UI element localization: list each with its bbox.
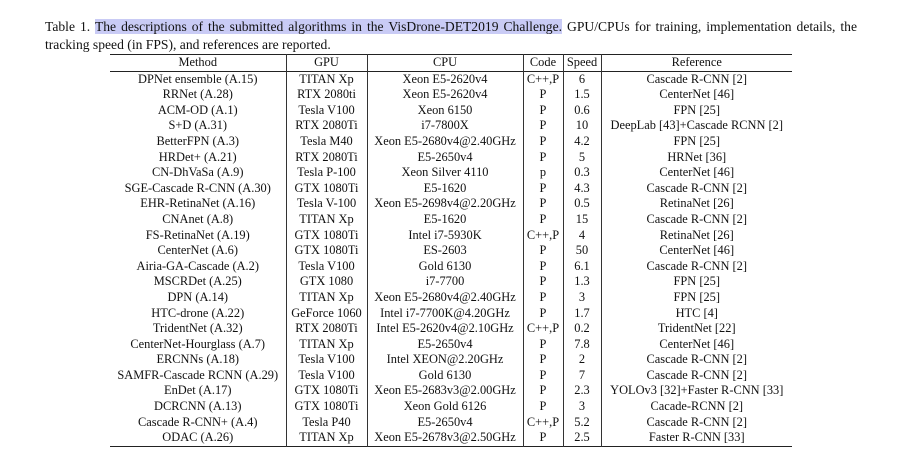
cell-cpu: Xeon E5-2680v4@2.40GHz (367, 134, 523, 150)
header-reference: Reference (601, 55, 792, 72)
cell-gpu: Tesla V100 (286, 352, 367, 368)
cell-method: CenterNet-Hourglass (A.7) (130, 336, 266, 351)
table-row (110, 415, 792, 431)
cell-method: FS-RetinaNet (A.19) (145, 227, 250, 242)
cell-method: CNAnet (A.8) (162, 211, 234, 226)
cell-speed: 50 (563, 243, 601, 259)
cell-gpu: Tesla P40 (286, 415, 367, 431)
cell-gpu: GTX 1080Ti (286, 399, 367, 415)
table-body (110, 71, 792, 446)
cell-code: P (523, 352, 563, 368)
cell-speed: 7.8 (563, 337, 601, 353)
cell-code: C++,P (523, 321, 563, 337)
caption-rest-text: GPU/CPUs for training, implementation details, the tracking speed (in FPS), and references are reported. (45, 19, 858, 52)
cell-speed: 1.7 (563, 306, 601, 322)
cell-code: P (523, 430, 563, 446)
cell-reference: Cascade R-CNN [2] (601, 259, 792, 275)
cell-cpu: E5-2650v4 (367, 337, 523, 353)
cell-method: RRNet (A.28) (162, 87, 233, 102)
algorithms-table (110, 54, 792, 447)
table-row (110, 430, 792, 446)
cell-gpu: Tesla V100 (286, 368, 367, 384)
cell-method: SGE-Cascade R-CNN (A.30) (124, 180, 271, 195)
cell-code: P (523, 150, 563, 166)
cell-reference: Cascade R-CNN [2] (601, 368, 792, 384)
cell-gpu: GTX 1080Ti (286, 383, 367, 399)
cell-cpu: E5-2650v4 (367, 415, 523, 431)
table-row (110, 118, 792, 134)
cell-method: HRDet+ (A.21) (158, 149, 237, 164)
cell-gpu: GTX 1080Ti (286, 228, 367, 244)
cell-gpu: RTX 2080Ti (286, 150, 367, 166)
cell-code: C++,P (523, 415, 563, 431)
cell-code: P (523, 196, 563, 212)
cell-gpu: TITAN Xp (286, 71, 367, 87)
cell-reference: Cascade R-CNN [2] (601, 352, 792, 368)
cell-speed: 2 (563, 352, 601, 368)
caption-highlighted-text[interactable]: The descriptions of the submitted algorithms in the VisDrone-DET2019 Challenge. (94, 19, 563, 34)
cell-code: P (523, 368, 563, 384)
cell-method: EnDet (A.17) (164, 383, 232, 398)
cell-reference: CenterNet [46] (601, 243, 792, 259)
table-row (110, 383, 792, 399)
cell-method: SAMFR-Cascade RCNN (A.29) (117, 367, 279, 382)
cell-reference: CenterNet [46] (601, 87, 792, 103)
cell-speed: 0.5 (563, 196, 601, 212)
table-row (110, 103, 792, 119)
caption-label: Table 1. (45, 19, 95, 34)
cell-code: P (523, 134, 563, 150)
cell-speed: 1.3 (563, 274, 601, 290)
cell-speed: 6.1 (563, 259, 601, 275)
cell-cpu: Xeon E5-2683v3@2.00GHz (367, 383, 523, 399)
cell-speed: 4.2 (563, 134, 601, 150)
cell-code: P (523, 87, 563, 103)
cell-speed: 3 (563, 290, 601, 306)
cell-method: MSCRDet (A.25) (153, 274, 242, 289)
table-row (110, 150, 792, 166)
cell-method: Cascade R-CNN+ (A.4) (137, 414, 258, 429)
table-row (110, 212, 792, 228)
header-method: Method (178, 55, 218, 69)
cell-code: P (523, 306, 563, 322)
cell-cpu: Intel E5-2620v4@2.10GHz (367, 321, 523, 337)
cell-reference: CenterNet [46] (601, 337, 792, 353)
header-speed: Speed (563, 55, 601, 72)
cell-cpu: Intel i7-7700K@4.20GHz (367, 306, 523, 322)
table-row (110, 321, 792, 337)
cell-method: ACM-OD (A.1) (157, 102, 238, 117)
cell-reference: RetinaNet [26] (601, 196, 792, 212)
cell-reference: Cascade R-CNN [2] (601, 415, 792, 431)
header-row (110, 55, 792, 72)
cell-gpu: RTX 2080Ti (286, 118, 367, 134)
header-code: Code (523, 55, 563, 72)
cell-reference: Cascade R-CNN [2] (601, 181, 792, 197)
cell-speed: 3 (563, 399, 601, 415)
cell-gpu: Tesla P-100 (286, 165, 367, 181)
cell-speed: 5 (563, 150, 601, 166)
cell-code: C++,P (523, 228, 563, 244)
cell-cpu: Xeon E5-2620v4 (367, 71, 523, 87)
cell-reference: FPN [25] (601, 134, 792, 150)
cell-speed: 4.3 (563, 181, 601, 197)
cell-reference: FPN [25] (601, 274, 792, 290)
cell-code: P (523, 212, 563, 228)
table-row (110, 243, 792, 259)
cell-cpu: ES-2603 (367, 243, 523, 259)
cell-method: ODAC (A.26) (162, 430, 234, 445)
cell-speed: 2.3 (563, 383, 601, 399)
cell-gpu: Tesla V100 (286, 103, 367, 119)
table-row (110, 71, 792, 87)
cell-gpu: TITAN Xp (286, 212, 367, 228)
cell-reference: HRNet [36] (601, 150, 792, 166)
cell-code: P (523, 243, 563, 259)
cell-reference: RetinaNet [26] (601, 228, 792, 244)
cell-code: P (523, 383, 563, 399)
cell-cpu: i7-7700 (367, 274, 523, 290)
cell-reference: Cacade-RCNN [2] (601, 399, 792, 415)
cell-code: C++,P (523, 71, 563, 87)
table-row (110, 399, 792, 415)
cell-cpu: Xeon E5-2620v4 (367, 87, 523, 103)
table-row (110, 259, 792, 275)
cell-gpu: GTX 1080Ti (286, 181, 367, 197)
cell-reference: TridentNet [22] (601, 321, 792, 337)
cell-cpu: Gold 6130 (367, 259, 523, 275)
cell-method: S+D (A.31) (168, 118, 228, 133)
cell-speed: 0.6 (563, 103, 601, 119)
cell-gpu: GTX 1080 (286, 274, 367, 290)
table-row (110, 165, 792, 181)
table-row (110, 228, 792, 244)
cell-gpu: TITAN Xp (286, 337, 367, 353)
cell-gpu: TITAN Xp (286, 290, 367, 306)
cell-cpu: Xeon E5-2678v3@2.50GHz (367, 430, 523, 446)
cell-method: BetterFPN (A.3) (156, 133, 240, 148)
cell-code: P (523, 290, 563, 306)
cell-cpu: E5-1620 (367, 181, 523, 197)
cell-cpu: i7-7800X (367, 118, 523, 134)
table-caption (45, 18, 857, 54)
table-row (110, 274, 792, 290)
cell-method: Airia-GA-Cascade (A.2) (136, 258, 259, 273)
cell-cpu: Xeon E5-2680v4@2.40GHz (367, 290, 523, 306)
cell-cpu: E5-1620 (367, 212, 523, 228)
cell-speed: 7 (563, 368, 601, 384)
cell-method: TridentNet (A.32) (152, 321, 243, 336)
cell-cpu: Intel XEON@2.20GHz (367, 352, 523, 368)
cell-cpu: Xeon 6150 (367, 103, 523, 119)
cell-reference: FPN [25] (601, 103, 792, 119)
algorithms-table-container (110, 54, 792, 447)
table-row (110, 87, 792, 103)
cell-method: DCRCNN (A.13) (154, 399, 242, 414)
cell-code: P (523, 399, 563, 415)
cell-speed: 10 (563, 118, 601, 134)
cell-method: ERCNNs (A.18) (156, 352, 240, 367)
cell-speed: 0.3 (563, 165, 601, 181)
cell-gpu: Tesla V100 (286, 259, 367, 275)
table-row (110, 134, 792, 150)
cell-code: p (523, 165, 563, 181)
cell-reference: YOLOv3 [32]+Faster R-CNN [33] (601, 383, 792, 399)
cell-reference: HTC [4] (601, 306, 792, 322)
cell-cpu: Xeon Silver 4110 (367, 165, 523, 181)
table-row (110, 352, 792, 368)
cell-gpu: Tesla M40 (286, 134, 367, 150)
cell-speed: 15 (563, 212, 601, 228)
cell-reference: CenterNet [46] (601, 165, 792, 181)
cell-code: P (523, 118, 563, 134)
cell-speed: 5.2 (563, 415, 601, 431)
cell-reference: FPN [25] (601, 290, 792, 306)
cell-gpu: Tesla V-100 (286, 196, 367, 212)
cell-reference: Cascade R-CNN [2] (601, 71, 792, 87)
cell-speed: 4 (563, 228, 601, 244)
cell-speed: 0.2 (563, 321, 601, 337)
table-row (110, 368, 792, 384)
cell-code: P (523, 181, 563, 197)
table-row (110, 337, 792, 353)
cell-method: CN-DhVaSa (A.9) (151, 165, 244, 180)
cell-method: HTC-drone (A.22) (151, 305, 245, 320)
cell-speed: 1.5 (563, 87, 601, 103)
cell-gpu: GTX 1080Ti (286, 243, 367, 259)
cell-speed: 2.5 (563, 430, 601, 446)
cell-code: P (523, 337, 563, 353)
cell-cpu: Gold 6130 (367, 368, 523, 384)
cell-cpu: E5-2650v4 (367, 150, 523, 166)
cell-method: CenterNet (A.6) (157, 243, 238, 258)
table-row (110, 290, 792, 306)
cell-reference: Cascade R-CNN [2] (601, 212, 792, 228)
table-row (110, 181, 792, 197)
cell-code: P (523, 259, 563, 275)
cell-method: DPNet ensemble (A.15) (138, 71, 258, 86)
header-gpu: GPU (286, 55, 367, 72)
cell-gpu: RTX 2080Ti (286, 321, 367, 337)
cell-reference: DeepLab [43]+Cascade RCNN [2] (601, 118, 792, 134)
cell-code: P (523, 103, 563, 119)
table-row (110, 196, 792, 212)
cell-method: DPN (A.14) (167, 289, 229, 304)
table-row (110, 306, 792, 322)
cell-method: EHR-RetinaNet (A.16) (140, 196, 256, 211)
cell-gpu: GeForce 1060 (286, 306, 367, 322)
cell-code: P (523, 274, 563, 290)
cell-gpu: RTX 2080ti (286, 87, 367, 103)
cell-cpu: Xeon E5-2698v4@2.20GHz (367, 196, 523, 212)
table-header (110, 55, 792, 72)
cell-reference: Faster R-CNN [33] (601, 430, 792, 446)
cell-gpu: TITAN Xp (286, 430, 367, 446)
header-cpu: CPU (367, 55, 523, 72)
cell-speed: 6 (563, 71, 601, 87)
cell-cpu: Intel i7-5930K (367, 228, 523, 244)
cell-cpu: Xeon Gold 6126 (367, 399, 523, 415)
